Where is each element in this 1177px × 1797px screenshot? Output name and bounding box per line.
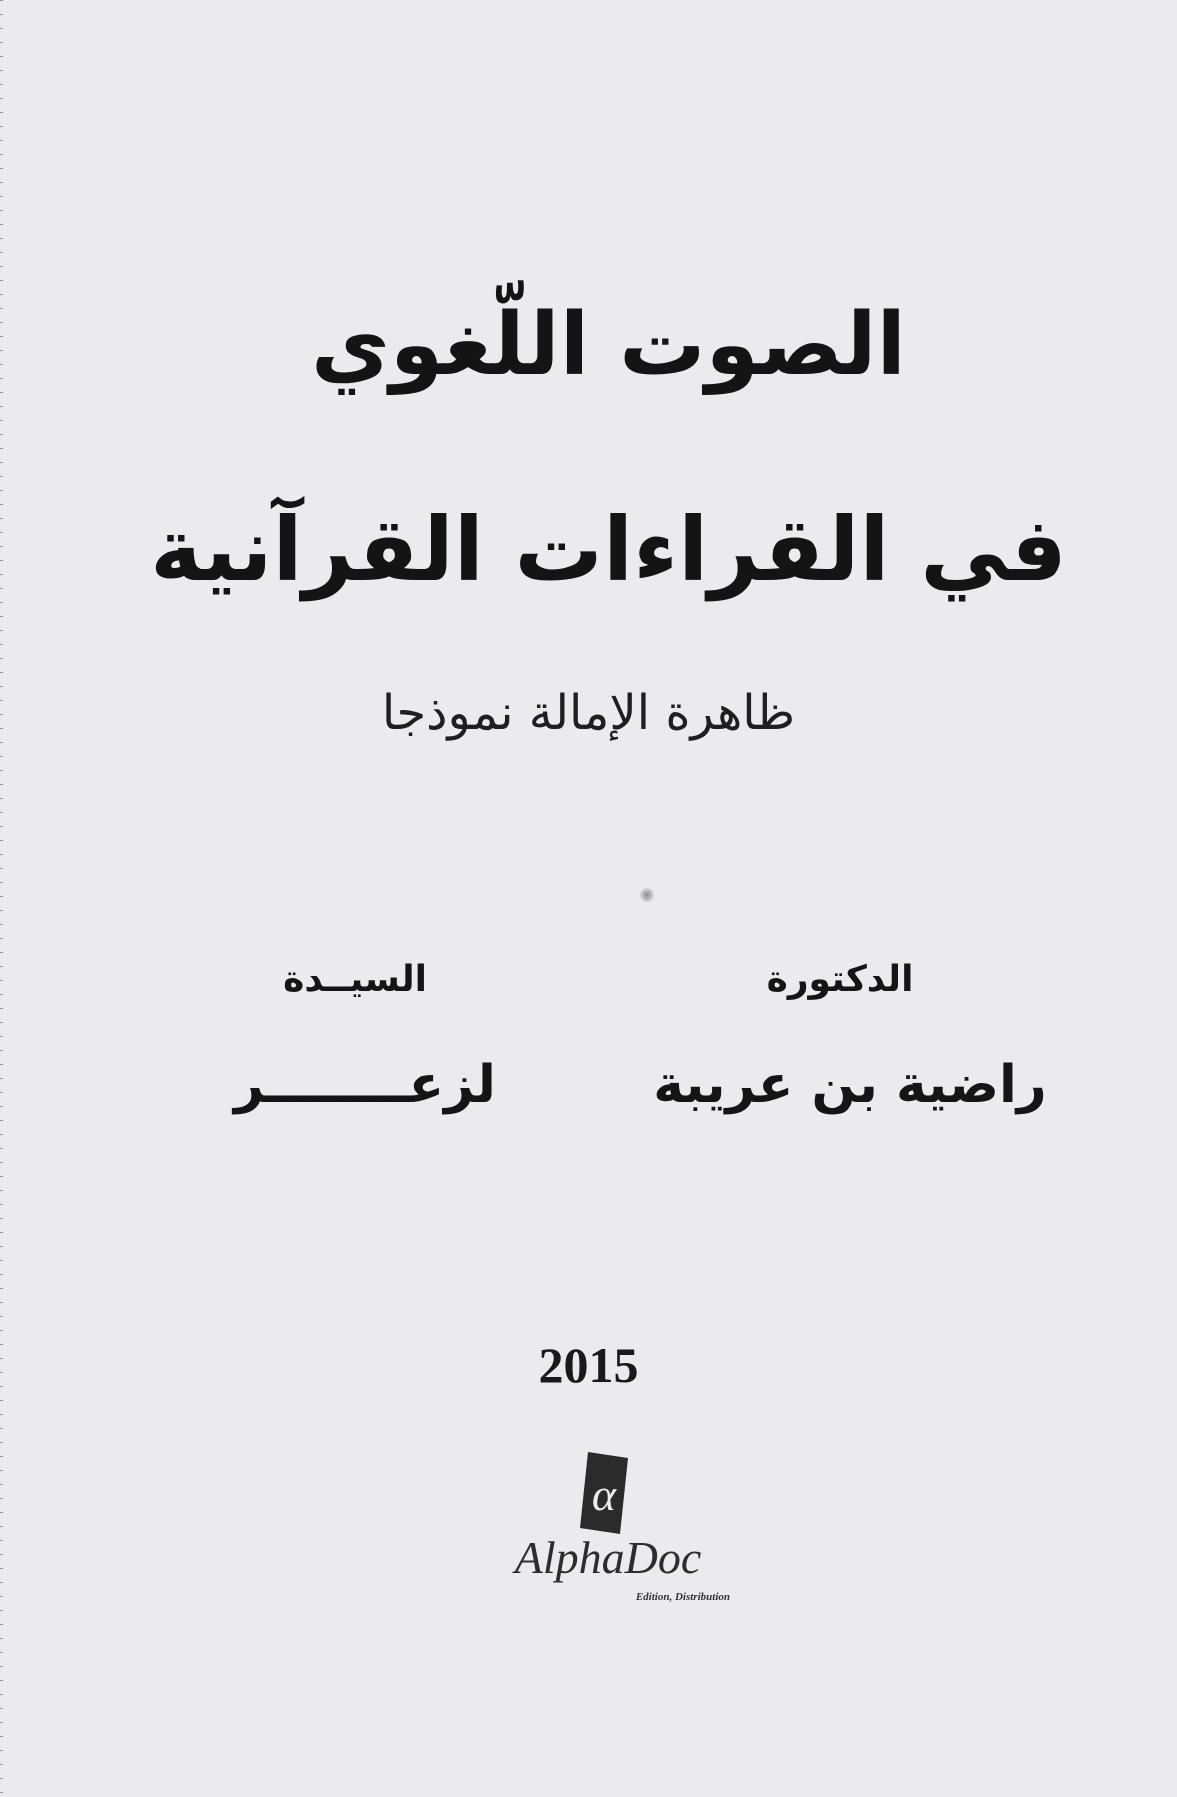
publisher-name: AlphaDoc (514, 1532, 702, 1583)
author-right-name: راضية بن عريبة (653, 1055, 1047, 1115)
author-left-name: لزعــــــــر (234, 1055, 496, 1115)
publication-year: 2015 (538, 1337, 639, 1393)
author-left-role: السيــدة (283, 959, 427, 1000)
book-title-line-1: الصوت اللّغوي (311, 295, 906, 395)
author-right-role: الدكتورة (766, 959, 914, 1000)
alpha-logo-icon (580, 1452, 628, 1534)
publisher-tagline: Edition, Distribution (635, 1591, 730, 1603)
book-title-line-2: في القراءات القرآنية (150, 498, 1067, 601)
book-subtitle: ظاهرة الإمالة نموذجا (381, 685, 796, 741)
logo-alpha-glyph: α (591, 1469, 617, 1520)
binding-edge (0, 0, 3, 1797)
publisher-logo (478, 1440, 738, 1620)
paper-smudge (640, 888, 654, 902)
